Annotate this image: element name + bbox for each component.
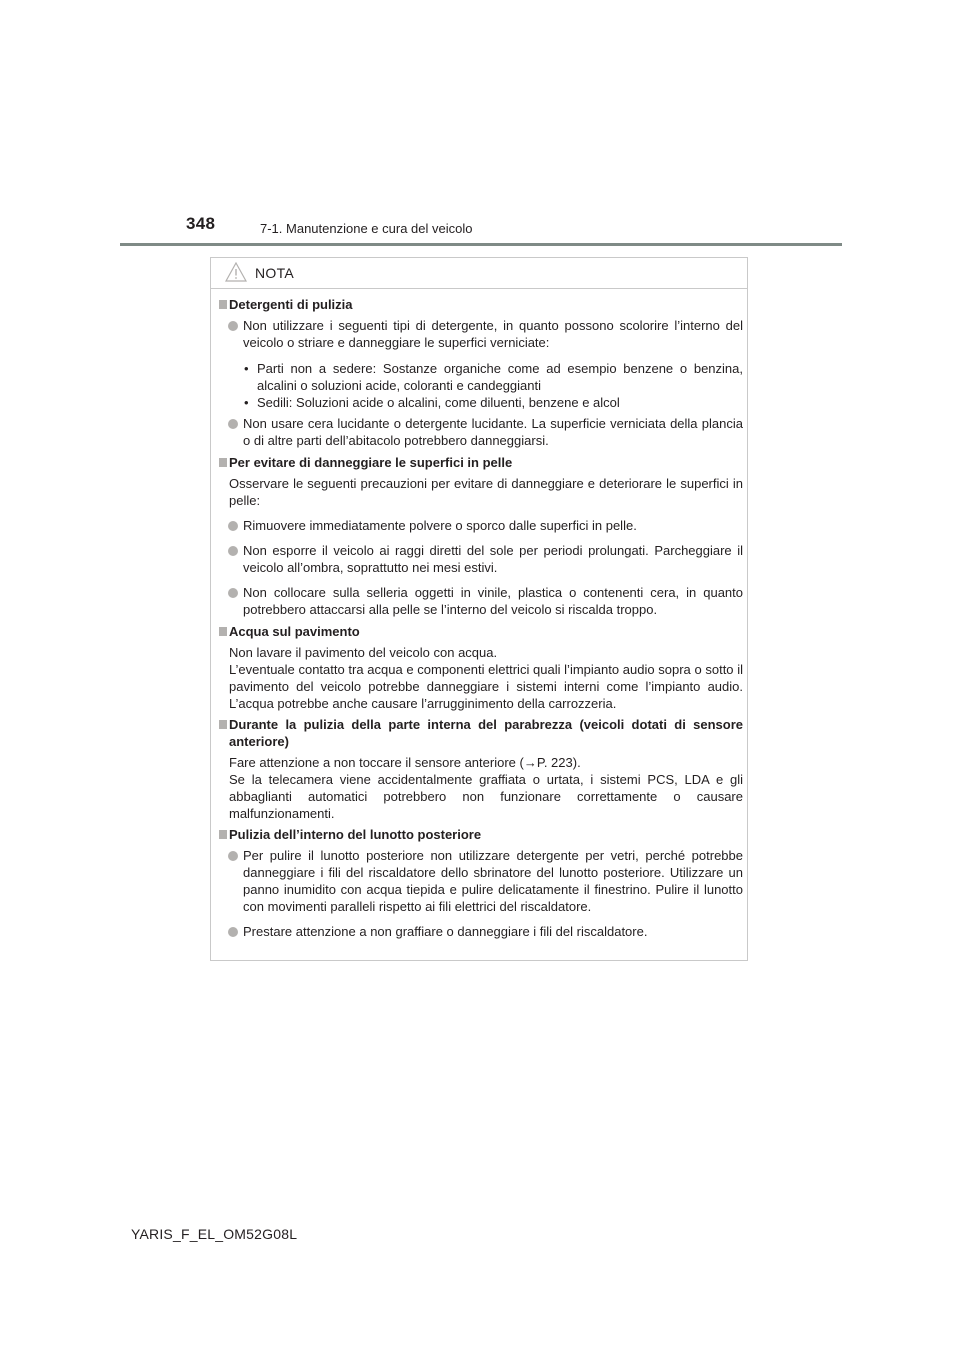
paragraph: Fare attenzione a non toccare il sensore anteriore (→P. 223).	[229, 755, 581, 770]
circle-bullet-icon	[228, 321, 238, 331]
list-item: Non usare cera lucidante o detergente lucidante. La superficie verniciata della plancia o di altre parti dell’abitacolo potrebbero danneggiarsi.	[219, 415, 743, 449]
section-heading: Per evitare di danneggiare le superfici in pelle	[219, 454, 743, 471]
list-item: Non esporre il veicolo ai raggi diretti del sole per periodi prolungati. Parcheggiare il veicolo all’ombra, soprattutto nei mesi estivi.	[219, 542, 743, 576]
list-item: Non collocare sulla selleria oggetti in vinile, plastica o contenenti cera, in quanto potrebbero attaccarsi alla pelle se l’interno del veicolo si riscalda troppo.	[219, 584, 743, 618]
square-bullet-icon	[219, 458, 227, 467]
list-item: Per pulire il lunotto posteriore non utilizzare detergente per vetri, perché potrebbe danneggiare i fili del riscaldatore dello sbrinatore del lunotto posteriore. Utilizzare un panno inumidito con acqua tiepida e pulire delicatamente il finestrino. Pulire il lunotto con movimenti paralleli rispetto ai fili elettrici del riscaldatore.	[219, 847, 743, 915]
paragraph: L’eventuale contatto tra acqua e componenti elettrici quali l’impianto audio sopra o sotto il pavimento del veicolo potrebbe danneggiare i sistemi interni come l’impianto audio. L’acqua potrebbe anche causare l’arrugginimento della carrozzeria.	[229, 662, 743, 711]
square-bullet-icon	[219, 627, 227, 636]
paragraph: Se la telecamera viene accidentalmente graffiata o urtata, i sistemi PCS, LDA e gli abbaglianti automatici potrebbero non funzionare correttamente o causare malfunzionamenti.	[229, 772, 743, 821]
circle-bullet-icon	[228, 546, 238, 556]
square-bullet-icon	[219, 830, 227, 839]
note-box	[210, 257, 748, 961]
document-code: YARIS_F_EL_OM52G08L	[131, 1226, 298, 1242]
header-rule	[120, 243, 842, 246]
section-heading: Acqua sul pavimento	[219, 623, 743, 640]
list-item: Prestare attenzione a non graffiare o danneggiare i fili del riscaldatore.	[219, 923, 743, 940]
warning-triangle-icon	[225, 262, 247, 282]
section-heading: Detergenti di pulizia	[219, 296, 743, 313]
square-bullet-icon	[219, 300, 227, 309]
section-intro: Osservare le seguenti precauzioni per evitare di danneggiare e deteriorare le superfici in pelle:	[229, 476, 743, 508]
section-heading: Pulizia dell’interno del lunotto posteriore	[219, 826, 743, 843]
section-heading: Durante la pulizia della parte interna del parabrezza (veicoli dotati di sensore anteriore)	[219, 716, 743, 750]
list-item: Rimuovere immediatamente polvere o sporco dalle superfici in pelle.	[219, 517, 743, 534]
circle-bullet-icon	[228, 419, 238, 429]
paragraph: Non lavare il pavimento del veicolo con acqua.	[229, 645, 498, 660]
circle-bullet-icon	[228, 521, 238, 531]
note-header	[211, 258, 747, 289]
square-bullet-icon	[219, 720, 227, 729]
dot-bullet-icon: •	[244, 361, 249, 376]
circle-bullet-icon	[228, 927, 238, 937]
list-item: Non utilizzare i seguenti tipi di detergente, in quanto possono scolorire l’interno del veicolo o striare e danneggiare le superfici verniciate:	[219, 317, 743, 351]
note-body	[219, 296, 743, 945]
sub-list-item: • Sedili: Soluzioni acide o alcalini, come diluenti, benzene e alcol	[244, 395, 620, 410]
page-header	[0, 0, 960, 250]
section-title: 7-1. Manutenzione e cura del veicolo	[260, 221, 473, 236]
page-number: 348	[186, 214, 216, 233]
circle-bullet-icon	[228, 851, 238, 861]
sub-list-item: • Parti non a sedere: Sostanze organiche come ad esempio benzene o benzina, alcalini o soluzioni acide, coloranti e candeggianti	[244, 361, 743, 393]
note-title: NOTA	[255, 265, 295, 281]
circle-bullet-icon	[228, 588, 238, 598]
dot-bullet-icon: •	[244, 395, 249, 410]
